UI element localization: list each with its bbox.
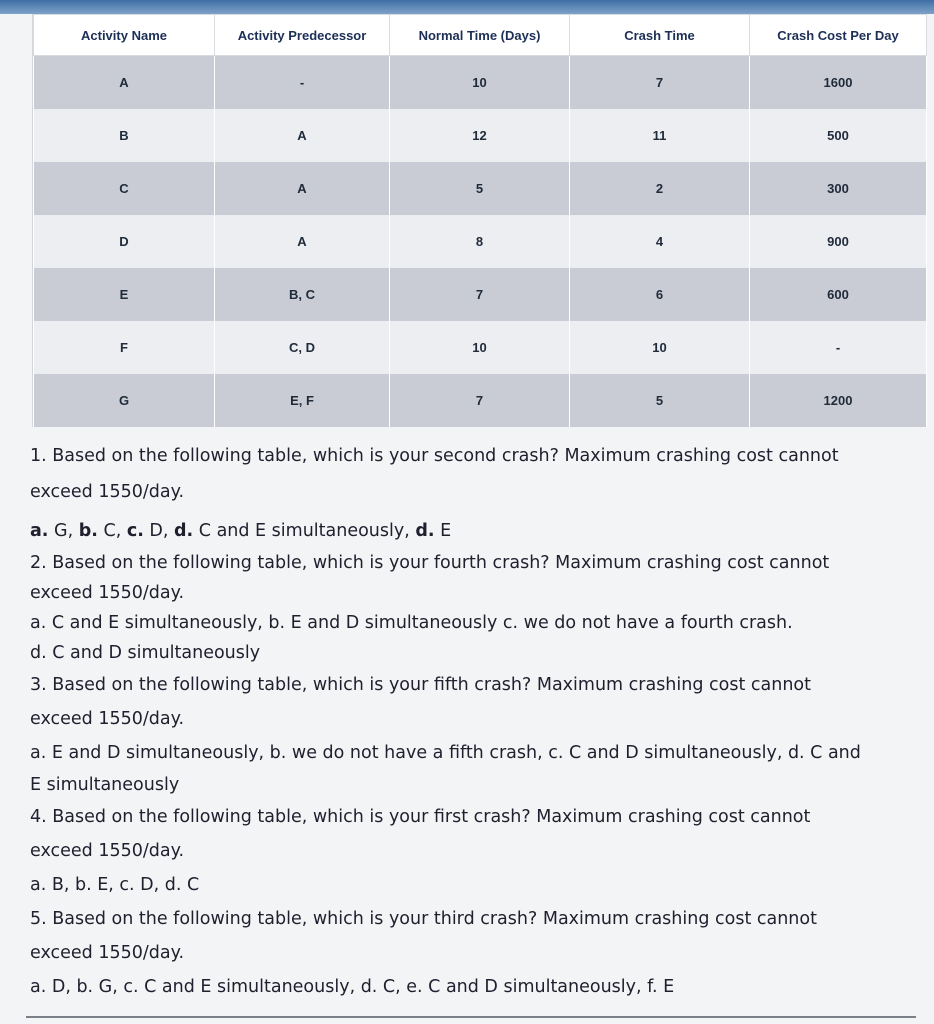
- header-activity-predecessor: Activity Predecessor: [215, 15, 390, 56]
- option-text: C and E simultaneously,: [193, 521, 416, 541]
- option-label: c.: [126, 521, 144, 541]
- cell-activity: A: [34, 56, 215, 110]
- cell-crash-time: 6: [570, 268, 750, 321]
- cell-normal-time: 7: [390, 268, 570, 321]
- cell-predecessor: E, F: [215, 374, 390, 427]
- cell-normal-time: 8: [390, 215, 570, 268]
- crash-table-container: [32, 14, 902, 427]
- table-row: [34, 109, 927, 162]
- cell-activity: D: [34, 215, 215, 268]
- cell-crash-cost: 300: [750, 162, 927, 215]
- cell-crash-time: 4: [570, 215, 750, 268]
- question-5-options: a. D, b. G, c. C and E simultaneously, d. C, e. C and D simultaneously, f. E: [30, 977, 675, 997]
- question-list: [30, 438, 910, 1004]
- question-4-options: a. B, b. E, c. D, d. C: [30, 875, 200, 895]
- cell-normal-time: 12: [390, 109, 570, 162]
- question-3-text-cont: exceed 1550/day.: [30, 709, 185, 729]
- question-3-options-cont: E simultaneously: [30, 775, 180, 795]
- header-normal-time: Normal Time (Days): [390, 15, 570, 56]
- cell-activity: G: [34, 374, 215, 427]
- question-4-text-cont: exceed 1550/day.: [30, 841, 185, 861]
- option-text: G,: [48, 521, 79, 541]
- cell-crash-time: 10: [570, 321, 750, 374]
- question-1-text: 1. Based on the following table, which is your second crash? Maximum crashing cost cannot: [30, 446, 839, 466]
- cell-crash-time: 2: [570, 162, 750, 215]
- question-2-text: 2. Based on the following table, which is your fourth crash? Maximum crashing cost cannot: [30, 553, 830, 573]
- cell-crash-cost: 1200: [750, 374, 927, 427]
- question-1-options: [30, 514, 910, 548]
- option-label: a.: [30, 521, 49, 541]
- cell-normal-time: 10: [390, 56, 570, 110]
- cell-normal-time: 5: [390, 162, 570, 215]
- cell-crash-time: 11: [570, 109, 750, 162]
- option-text: D,: [143, 521, 175, 541]
- cell-crash-time: 5: [570, 374, 750, 427]
- cell-activity: C: [34, 162, 215, 215]
- cell-crash-cost: 600: [750, 268, 927, 321]
- cell-crash-time: 7: [570, 56, 750, 110]
- table-row: [34, 374, 927, 427]
- table-row: [34, 321, 927, 374]
- cell-predecessor: A: [215, 215, 390, 268]
- cell-predecessor: A: [215, 162, 390, 215]
- question-5-text: 5. Based on the following table, which is your third crash? Maximum crashing cost cannot: [30, 909, 817, 929]
- question-3-text: 3. Based on the following table, which is your fifth crash? Maximum crashing cost cannot: [30, 675, 811, 695]
- cell-crash-cost: 500: [750, 109, 927, 162]
- cell-activity: E: [34, 268, 215, 321]
- table-row: [34, 268, 927, 321]
- header-crash-time: Crash Time: [570, 15, 750, 56]
- cell-predecessor: -: [215, 56, 390, 110]
- cell-crash-cost: 1600: [750, 56, 927, 110]
- cell-predecessor: A: [215, 109, 390, 162]
- header-activity-name: Activity Name: [34, 15, 215, 56]
- header-crash-cost: Crash Cost Per Day: [750, 15, 927, 56]
- table-row: [34, 162, 927, 215]
- table-row: [34, 56, 927, 110]
- activity-crash-table: [33, 14, 927, 427]
- cell-normal-time: 7: [390, 374, 570, 427]
- question-5-text-cont: exceed 1550/day.: [30, 943, 185, 963]
- question-2-options-cont: d. C and D simultaneously: [30, 643, 261, 663]
- bottom-divider: [26, 1016, 916, 1018]
- cell-normal-time: 10: [390, 321, 570, 374]
- cell-crash-cost: -: [750, 321, 927, 374]
- question-4-text: 4. Based on the following table, which is your first crash? Maximum crashing cost cannot: [30, 807, 811, 827]
- cell-activity: B: [34, 109, 215, 162]
- question-2-options: a. C and E simultaneously, b. E and D simultaneously c. we do not have a fourth crash.: [30, 613, 793, 633]
- table-header-row: [34, 15, 927, 56]
- option-label: b.: [78, 521, 98, 541]
- table-row: [34, 215, 927, 268]
- cell-predecessor: C, D: [215, 321, 390, 374]
- cell-activity: F: [34, 321, 215, 374]
- question-3-options: a. E and D simultaneously, b. we do not have a fifth crash, c. C and D simultaneously, d. C and: [30, 743, 861, 763]
- cell-crash-cost: 900: [750, 215, 927, 268]
- option-label: d.: [415, 521, 435, 541]
- question-2-text-cont: exceed 1550/day.: [30, 583, 185, 603]
- cell-predecessor: B, C: [215, 268, 390, 321]
- window-top-bar: [0, 0, 934, 14]
- option-label: d.: [174, 521, 194, 541]
- question-1-text-cont: exceed 1550/day.: [30, 482, 185, 502]
- option-text: C,: [97, 521, 127, 541]
- option-text: E: [434, 521, 452, 541]
